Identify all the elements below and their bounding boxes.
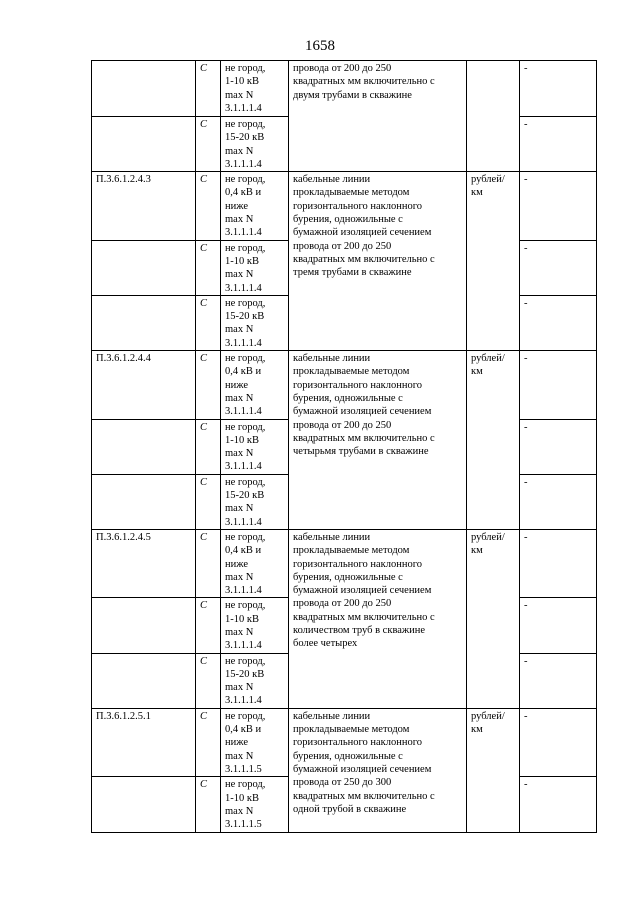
tariff-table — [91, 60, 597, 833]
code-cell — [92, 240, 196, 295]
value-cell: - — [520, 240, 597, 295]
condition-cell: не город, 1-10 кВ max N 3.1.1.1.4 — [221, 598, 289, 653]
category-cell: C — [196, 172, 221, 240]
category-cell: C — [196, 598, 221, 653]
category-cell: C — [196, 419, 221, 474]
category-cell: C — [196, 351, 221, 419]
code-cell — [92, 295, 196, 350]
table-row — [92, 529, 597, 597]
table-row — [92, 172, 597, 240]
value-cell: - — [520, 351, 597, 419]
table-row — [92, 708, 597, 776]
unit-cell: рублей/ км — [467, 172, 520, 351]
table-row — [92, 61, 597, 117]
condition-cell: не город, 15-20 кВ max N 3.1.1.1.4 — [221, 295, 289, 350]
table-row — [92, 351, 597, 419]
code-cell: П.3.6.1.2.5.1 — [92, 708, 196, 776]
value-cell: - — [520, 172, 597, 240]
condition-cell: не город, 1-10 кВ max N 3.1.1.1.4 — [221, 240, 289, 295]
unit-cell: рублей/ км — [467, 708, 520, 832]
value-cell: - — [520, 295, 597, 350]
value-cell: - — [520, 474, 597, 529]
value-cell: - — [520, 61, 597, 117]
condition-cell: не город, 1-10 кВ max N 3.1.1.1.5 — [221, 777, 289, 833]
description-cell: кабельные линии прокладываемые методом горизонтального наклонного бурения, одножильные с бумажной изоляцией сечением провода от 200 до 250 квадратных мм включительно с тремя трубами в скважине — [289, 172, 467, 351]
code-cell — [92, 474, 196, 529]
category-cell: C — [196, 777, 221, 833]
value-cell: - — [520, 653, 597, 708]
condition-cell: не город, 15-20 кВ max N 3.1.1.1.4 — [221, 653, 289, 708]
unit-cell — [467, 61, 520, 172]
unit-cell: рублей/ км — [467, 351, 520, 530]
condition-cell: не город, 1-10 кВ max N 3.1.1.1.4 — [221, 419, 289, 474]
condition-cell: не город, 15-20 кВ max N 3.1.1.1.4 — [221, 117, 289, 172]
unit-cell: рублей/ км — [467, 529, 520, 708]
description-cell: провода от 200 до 250 квадратных мм включительно с двумя трубами в скважине — [289, 61, 467, 172]
category-cell: C — [196, 708, 221, 776]
description-cell: кабельные линии прокладываемые методом горизонтального наклонного бурения, одножильные с бумажной изоляцией сечением провода от 250 до 300 квадратных мм включительно с одной трубой в скважине — [289, 708, 467, 832]
value-cell: - — [520, 117, 597, 172]
category-cell: C — [196, 653, 221, 708]
condition-cell: не город, 15-20 кВ max N 3.1.1.1.4 — [221, 474, 289, 529]
category-cell: C — [196, 529, 221, 597]
code-cell: П.3.6.1.2.4.4 — [92, 351, 196, 419]
code-cell — [92, 653, 196, 708]
value-cell: - — [520, 777, 597, 833]
description-cell: кабельные линии прокладываемые методом горизонтального наклонного бурения, одножильные с бумажной изоляцией сечением провода от 200 до 250 квадратных мм включительно с количеством труб в скважине более четырех — [289, 529, 467, 708]
value-cell: - — [520, 419, 597, 474]
condition-cell: не город, 0,4 кВ и ниже max N 3.1.1.1.4 — [221, 351, 289, 419]
condition-cell: не город, 0,4 кВ и ниже max N 3.1.1.1.4 — [221, 529, 289, 597]
description-cell: кабельные линии прокладываемые методом горизонтального наклонного бурения, одножильные с бумажной изоляцией сечением провода от 200 до 250 квадратных мм включительно с четырьмя трубами в скважине — [289, 351, 467, 530]
code-cell: П.3.6.1.2.4.5 — [92, 529, 196, 597]
code-cell — [92, 598, 196, 653]
category-cell: C — [196, 61, 221, 117]
code-cell — [92, 61, 196, 117]
code-cell — [92, 117, 196, 172]
condition-cell: не город, 1-10 кВ max N 3.1.1.1.4 — [221, 61, 289, 117]
page-number: 1658 — [305, 38, 335, 54]
category-cell: C — [196, 295, 221, 350]
category-cell: C — [196, 240, 221, 295]
value-cell: - — [520, 598, 597, 653]
condition-cell: не город, 0,4 кВ и ниже max N 3.1.1.1.5 — [221, 708, 289, 776]
condition-cell: не город, 0,4 кВ и ниже max N 3.1.1.1.4 — [221, 172, 289, 240]
value-cell: - — [520, 529, 597, 597]
code-cell — [92, 777, 196, 833]
category-cell: C — [196, 474, 221, 529]
category-cell: C — [196, 117, 221, 172]
value-cell: - — [520, 708, 597, 776]
code-cell — [92, 419, 196, 474]
code-cell: П.3.6.1.2.4.3 — [92, 172, 196, 240]
